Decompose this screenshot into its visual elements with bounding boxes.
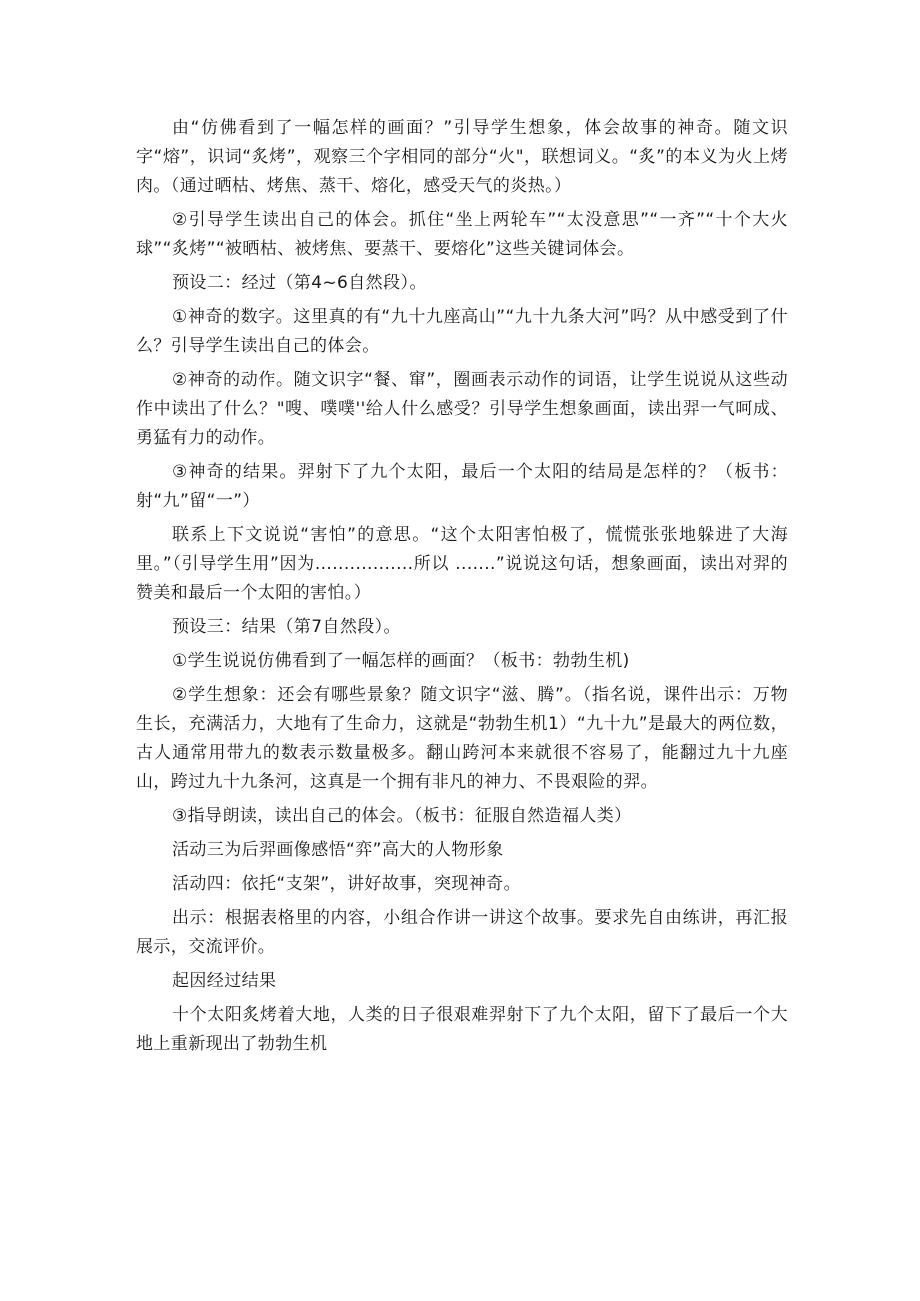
paragraph-8: 预设三：结果（第7自然段）。	[172, 617, 401, 637]
document-body	[136, 114, 788, 1064]
paragraph-13: 活动四：依托“支架”，讲好故事，突现神奇。	[172, 874, 522, 894]
paragraph-3: 预设二：经过（第4~6自然段）。	[172, 273, 427, 293]
paragraph-10: ②学生想象：还会有哪些景象？随文识字“滋、腾”。（指名说，课件出示：万物生长，充满活力，大地有了生命力，这就是“勃勃生机1）“九十九”是最大的两位数，古人通常用带九的数表示数量极多。翻山跨河本来就很不容易了，能翻过九十九座山，跨过九十九条河，这真是一个拥有非凡的神力、不畏艰险的羿。	[136, 685, 788, 792]
paragraph-12: 活动三为后羿画像感悟“弈”高大的人物形象	[172, 840, 504, 860]
paragraph-9: ①学生说说仿佛看到了一幅怎样的画面？（板书：勃勃生机)	[172, 651, 630, 671]
paragraph-1: 由“仿佛看到了一幅怎样的画面？”引导学生想象，体会故事的神奇。随文识字“熔”，识词“炙烤”，观察三个字相同的部分“火"，联想词义。“炙”的本义为火上烤肉。（通过晒枯、烤焦、蒸干、熔化，感受天气的炎热。）	[136, 118, 788, 196]
paragraph-15: 起因经过结果	[172, 971, 277, 991]
paragraph-2: ②引导学生读出自己的体会。抓住“坐上两轮车”“太没意思”“一齐”“十个大火球”“炙烤”“被晒枯、被烤焦、要蒸干、要熔化”这些关键词体会。	[136, 210, 788, 259]
paragraph-14: 出示：根据表格里的内容，小组合作讲一讲这个故事。要求先自由练讲，再汇报展示，交流评价。	[136, 908, 788, 957]
paragraph-7: 联系上下文说说“害怕”的意思。“这个太阳害怕极了，慌慌张张地躲进了大海里。”（引导学生用”因为.................所以 .......”说说这句话，想象画面，读出对羿的赞美和最后一个太阳的害怕。）	[136, 525, 788, 603]
paragraph-16: 十个太阳炙烤着大地，人类的日子很艰难羿射下了九个太阳，留下了最后一个大地上重新现出了勃勃生机	[136, 1005, 788, 1054]
paragraph-4: ①神奇的数字。这里真的有“九十九座高山”“九十九条大河”吗？从中感受到了什么？引导学生读出自己的体会。	[136, 307, 788, 356]
paragraph-5: ②神奇的动作。随文识字“餐、窜”，圈画表示动作的词语，让学生说说从这些动作中读出了什么？"嗖、噗噗''给人什么感受？引导学生想象画面，读出羿一气呵成、勇猛有力的动作。	[136, 370, 788, 448]
paragraph-11: ③指导朗读，读出自己的体会。（板书：征服自然造福人类）	[172, 806, 632, 826]
paragraph-6: ③神奇的结果。羿射下了九个太阳，最后一个太阳的结局是怎样的？（板书：射“九”留“一”）	[136, 462, 788, 511]
